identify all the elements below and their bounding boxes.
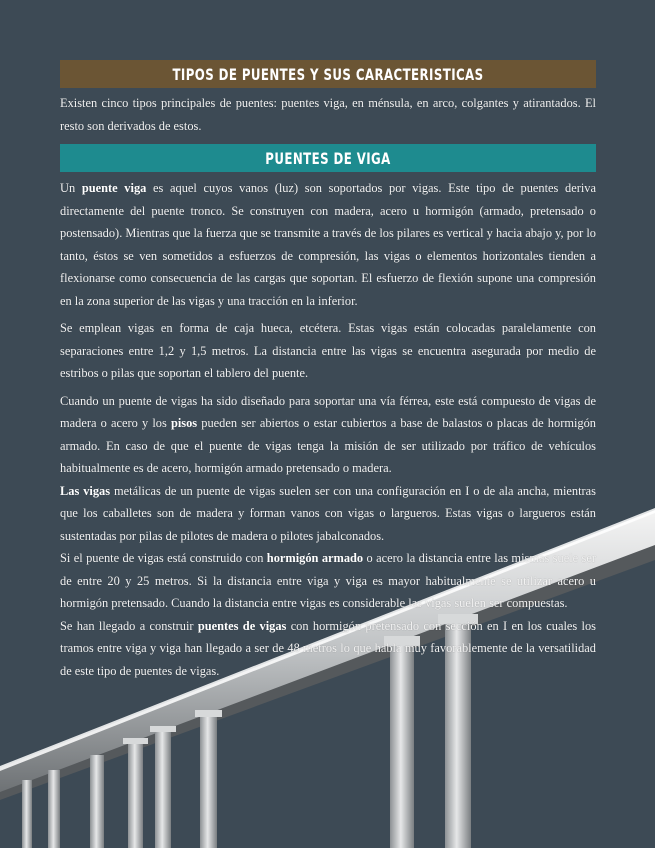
text-run: con hormigón pretensado con sección en I en los cuales los tramos entre viga y viga han llegado a ser de 48 metros lo que habla muy favorablemente de la versatilidad de este tipo de puentes de vigas. [60, 618, 596, 678]
paragraph-1 [60, 177, 596, 312]
intro-paragraph: Existen cinco tipos principales de puentes: puentes viga, en ménsula, en arco, colgantes y atirantados. El resto son derivados de estos. [60, 96, 596, 133]
bold-term: puentes de vigas [197, 618, 287, 633]
text-run: Si el puente de vigas está construido con [60, 551, 267, 565]
subtitle-banner [60, 144, 596, 172]
text-run: o acero la distancia entre las mismas suele ser de entre 20 y 25 metros. Si la distancia entre viga y viga es mayor habitualmente se utilizar acero u hormigón pretensado. Cuando la distancia entre vigas es considerable las vigas suelen ser compuestas. [60, 551, 596, 610]
main-title: TIPOS DE PUENTES Y SUS CARACTERISTICAS [172, 64, 484, 84]
text-run: Un [60, 181, 82, 195]
paragraph-2: Se emplean vigas en forma de caja hueca, etcétera. Estas vigas están colocadas paralelamente con separaciones entre 1,2 y 1,5 metros. La distancia entre las vigas se encuentra asegurada por medio de estribos o pilas que soportan el tablero del puente. [60, 321, 596, 380]
text-run: metálicas de un puente de vigas suelen ser con una configuración en I o de ala ancha, mientras que los caballetes son de madera y forman vanos con vigas o largueros. Estas vigas o largueros están sustentadas por pilas de pilotes de madera o pilotes jabalconados. [60, 483, 596, 543]
main-title-banner [60, 60, 596, 88]
text-run: Cuando un puente de vigas ha sido diseñado para soportar una vía férrea, este está compuesto de vigas de madera o acero y los [60, 393, 596, 430]
bold-term: pisos [170, 416, 198, 430]
paragraph-3 [60, 390, 596, 480]
paragraph-4 [60, 480, 596, 548]
paragraph-5 [60, 547, 596, 615]
article [60, 60, 596, 682]
text-run: Se han llegado a construir [60, 618, 198, 633]
subtitle: PUENTES DE VIGA [265, 148, 391, 168]
bold-term: puente viga [81, 181, 147, 195]
bold-term: hormigón armado [266, 551, 364, 565]
paragraph-6 [60, 615, 596, 683]
text-run: pueden ser abiertos o estar cubiertos a base de balastos o placas de hormigón armado. En caso de que el puente de vigas tenga la misión de ser utilizado por tráfico de vehículos habitualmente es de acero, hormigón armado pretensado o madera. [60, 416, 596, 475]
text-run: es aquel cuyos vanos (luz) son soportados por vigas. Este tipo de puentes deriva directamente del puente tronco. Se construyen con madera, acero u hormigón (armado, pretensado o postensado). Mientras que la fuerza que se transmite a través de los pilares es vertical y hacia abajo y, por lo tanto, éstos se ven sometidos a esfuerzos de compresión, las vigas o elementos horizontales tienden a flexionarse como consecuencia de las cargas que soportan. El esfuerzo de flexión supone una compresión en la zona superior de las vigas y una tracción en la inferior. [60, 181, 596, 308]
bold-term: Las vigas [60, 483, 111, 498]
